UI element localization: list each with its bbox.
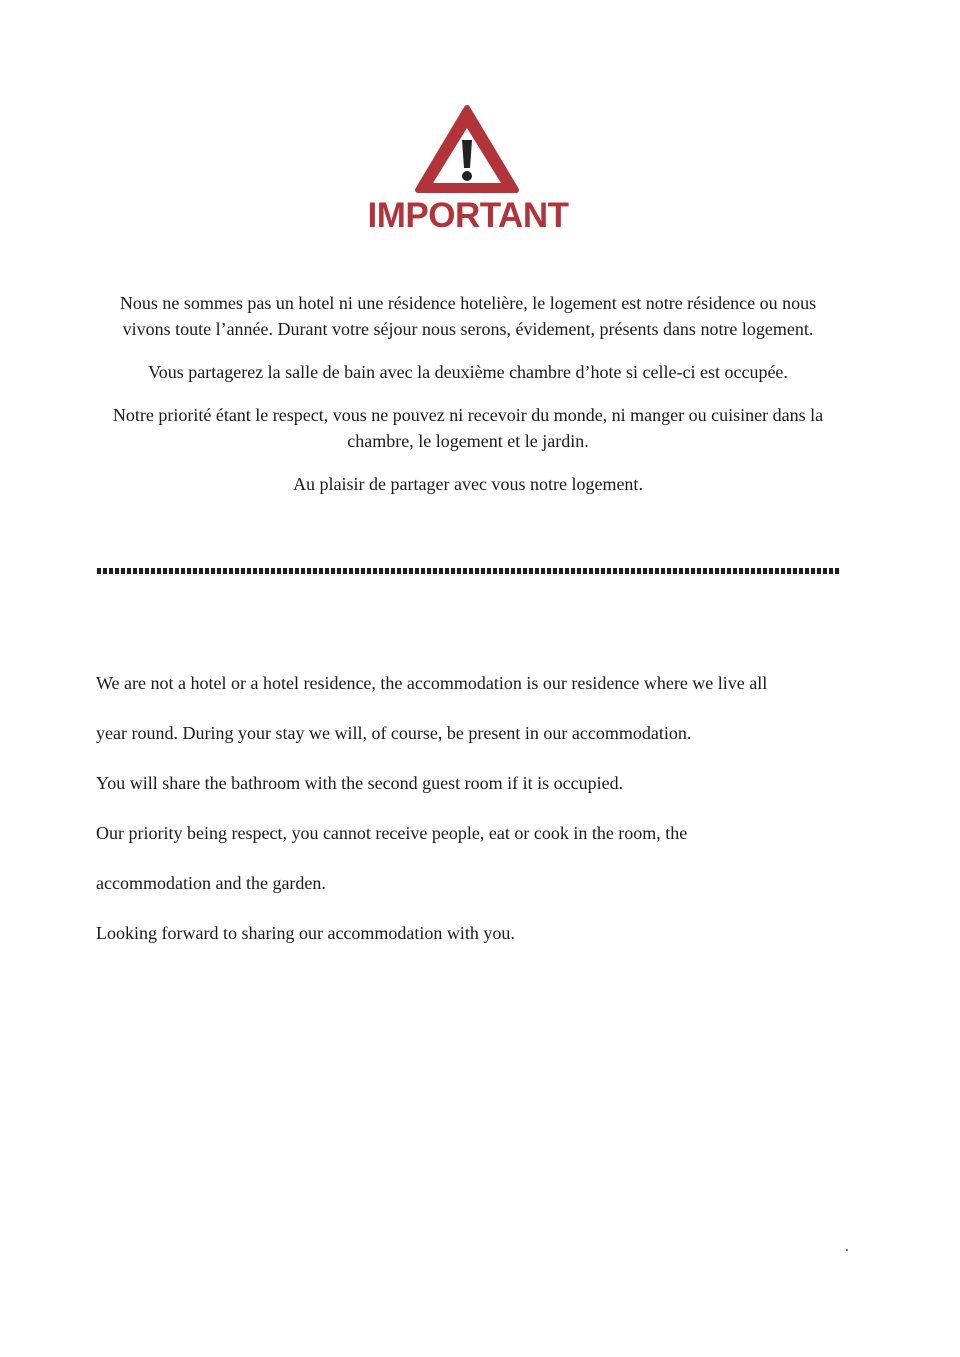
- french-paragraph: Au plaisir de partager avec vous notre logement.: [293, 474, 643, 494]
- french-paragraph: Notre priorité étant le respect, vous ne pouvez ni recevoir du monde, ni manger ou cuisiner dans la chambre, le logement et le jardin.: [112, 405, 824, 451]
- french-paragraph: Vous partagerez la salle de bain avec la deuxième chambre d’hote si celle-ci est occupée.: [148, 362, 788, 382]
- english-line: Looking forward to sharing our accommodation with you.: [96, 923, 515, 943]
- french-notice: [96, 290, 840, 514]
- english-line: accommodation and the garden.: [96, 873, 326, 893]
- page-title: IMPORTANT: [367, 196, 569, 235]
- english-line: You will share the bathroom with the second guest room if it is occupied.: [96, 773, 624, 793]
- english-notice: [96, 658, 856, 958]
- english-line: We are not a hotel or a hotel residence, the accommodation is our residence where we live all: [96, 673, 768, 693]
- scan-speck: [846, 1249, 848, 1251]
- dotted-separator: [97, 568, 839, 574]
- french-paragraph: Nous ne sommes pas un hotel ni une résidence hotelière, le logement est notre résidence ou nous vivons toute l’année. Durant votre séjour nous serons, évidement, présents dans notre logement.: [119, 293, 817, 339]
- warning-triangle-icon: [412, 102, 522, 198]
- english-line: year round. During your stay we will, of course, be present in our accommodation.: [96, 723, 692, 743]
- english-line: Our priority being respect, you cannot receive people, eat or cook in the room, the: [96, 823, 688, 843]
